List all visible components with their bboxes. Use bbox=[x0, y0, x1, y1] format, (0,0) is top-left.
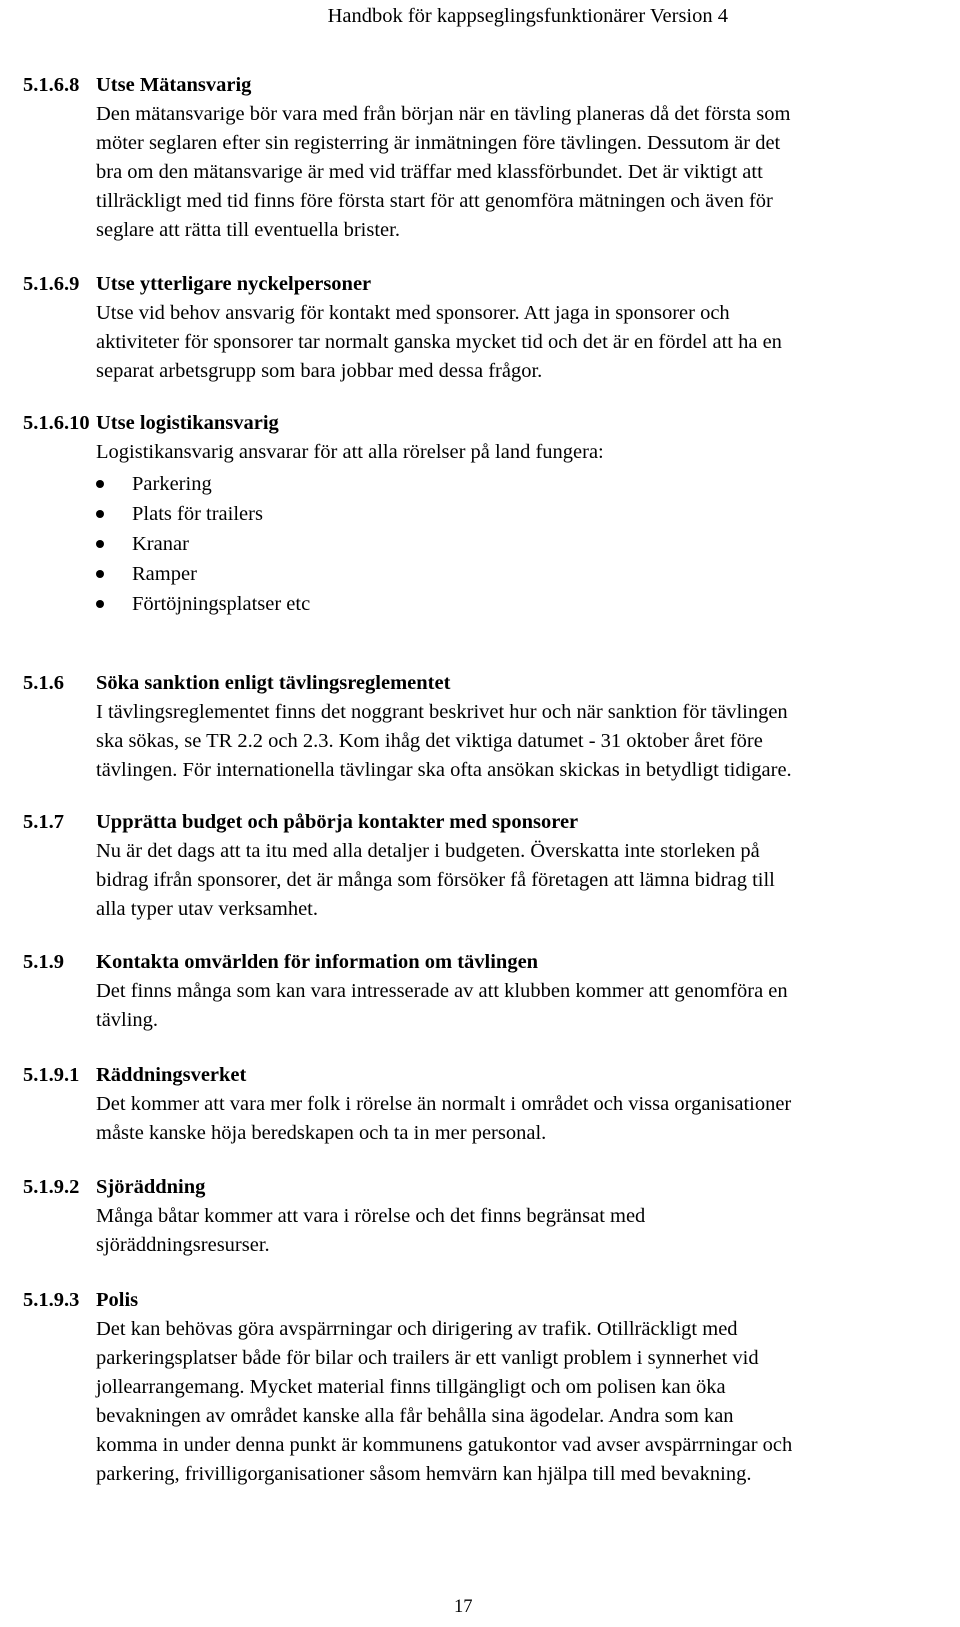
section-body bbox=[96, 438, 958, 467]
body-line: bevakningen av området kanske alla får behålla sina ägodelar. Andra som kan bbox=[96, 1405, 734, 1427]
section-number: 5.1.6.10 bbox=[23, 412, 90, 434]
section-body bbox=[96, 837, 958, 924]
body-line: tillräckligt med tid finns före första start för att genomföra mätningen och även för bbox=[96, 190, 773, 212]
body-line: möter seglaren efter sin registerring är inmätningen före tävlingen. Dessutom är det bbox=[96, 132, 781, 154]
body-line: aktiviteter för sponsorer tar normalt ganska mycket tid och det är en fördel att ha en bbox=[96, 331, 782, 353]
section-5-1-6-10 bbox=[23, 409, 958, 619]
section-title: Polis bbox=[96, 1289, 139, 1311]
body-line: alla typer utav verksamhet. bbox=[96, 898, 318, 920]
bullet-icon bbox=[96, 600, 104, 608]
body-line: ska sökas, se TR 2.2 och 2.3. Kom ihåg det viktiga datumet - 31 oktober året före bbox=[96, 730, 763, 752]
section-5-1-7 bbox=[23, 808, 958, 924]
body-line: Nu är det dags att ta itu med alla detaljer i budgeten. Överskatta inte storleken på bbox=[96, 840, 760, 862]
list-item bbox=[96, 589, 958, 619]
section-title: Utse Mätansvarig bbox=[96, 74, 252, 96]
list-item-label: Parkering bbox=[132, 473, 212, 495]
list-item-label: Förtöjningsplatser etc bbox=[132, 593, 311, 615]
section-heading bbox=[23, 669, 958, 698]
body-line: sjöräddningsresurser. bbox=[96, 1234, 270, 1256]
section-heading bbox=[23, 409, 958, 438]
list-item bbox=[96, 469, 958, 499]
body-line: Logistikansvarig ansvarar för att alla rörelser på land fungera: bbox=[96, 441, 604, 463]
section-title: Utse ytterligare nyckelpersoner bbox=[96, 273, 372, 295]
section-heading bbox=[23, 948, 958, 977]
section-body bbox=[96, 299, 958, 386]
section-heading bbox=[23, 71, 958, 100]
section-body bbox=[96, 1090, 958, 1148]
section-heading bbox=[23, 1173, 958, 1202]
section-heading bbox=[23, 1286, 958, 1315]
section-number: 5.1.6.9 bbox=[23, 273, 80, 295]
section-title: Räddningsverket bbox=[96, 1064, 247, 1086]
body-line: måste kanske höja beredskapen och ta in mer personal. bbox=[96, 1122, 547, 1144]
section-title: Söka sanktion enligt tävlingsreglementet bbox=[96, 672, 451, 694]
list-item-label: Ramper bbox=[132, 563, 197, 585]
section-5-1-9-1 bbox=[23, 1061, 958, 1148]
section-title: Sjöräddning bbox=[96, 1176, 206, 1198]
section-body bbox=[96, 698, 958, 785]
body-line: komma in under denna punkt är kommunens gatukontor vad avser avspärrningar och bbox=[96, 1434, 793, 1456]
section-title: Utse logistikansvarig bbox=[96, 412, 279, 434]
body-line: separat arbetsgrupp som bara jobbar med dessa frågor. bbox=[96, 360, 543, 382]
section-number: 5.1.9.3 bbox=[23, 1289, 80, 1311]
section-title: Kontakta omvärlden för information om tävlingen bbox=[96, 951, 539, 973]
section-body bbox=[96, 1202, 958, 1260]
body-line: bidrag ifrån sponsorer, det är många som försöker få företagen att lämna bidrag till bbox=[96, 869, 775, 891]
bullet-icon bbox=[96, 570, 104, 578]
section-body bbox=[96, 100, 958, 245]
section-body bbox=[96, 1315, 958, 1489]
bullet-icon bbox=[96, 480, 104, 488]
list-item bbox=[96, 529, 958, 559]
section-5-1-6-8 bbox=[23, 71, 958, 245]
list-item bbox=[96, 499, 958, 529]
body-line: Den mätansvarige bör vara med från början när en tävling planeras då det första som bbox=[96, 103, 791, 125]
section-heading bbox=[23, 808, 958, 837]
section-5-1-9-2 bbox=[23, 1173, 958, 1260]
section-heading bbox=[23, 270, 958, 299]
body-line: Många båtar kommer att vara i rörelse och det finns begränsat med bbox=[96, 1205, 646, 1227]
list-item bbox=[96, 559, 958, 589]
body-line: bra om den mätansvarige är med vid träffar med klassförbundet. Det är viktigt att bbox=[96, 161, 763, 183]
bullet-list bbox=[96, 469, 958, 619]
section-number: 5.1.9.2 bbox=[23, 1176, 80, 1198]
section-number: 5.1.6 bbox=[23, 672, 64, 694]
section-title: Upprätta budget och påbörja kontakter med sponsorer bbox=[96, 811, 579, 833]
section-5-1-6 bbox=[23, 669, 958, 785]
section-number: 5.1.6.8 bbox=[23, 74, 80, 96]
body-line: I tävlingsreglementet finns det noggrant beskrivet hur och när sanktion för tävlingen bbox=[96, 701, 788, 723]
body-line: tävlingen. För internationella tävlingar ska ofta ansökan skickas in betydligt tidigare. bbox=[96, 759, 792, 781]
section-number: 5.1.9 bbox=[23, 951, 64, 973]
section-5-1-6-9 bbox=[23, 270, 958, 386]
section-5-1-9 bbox=[23, 948, 958, 1035]
body-line: Utse vid behov ansvarig för kontakt med sponsorer. Att jaga in sponsorer och bbox=[96, 302, 730, 324]
body-line: parkeringsplatser både för bilar och trailers är ett vanligt problem i synnerhet vid bbox=[96, 1347, 759, 1369]
body-line: parkering, frivilligorganisationer såsom hemvärn kan hjälpa till med bevakning. bbox=[96, 1463, 752, 1485]
section-number: 5.1.7 bbox=[23, 811, 64, 833]
section-number: 5.1.9.1 bbox=[23, 1064, 80, 1086]
section-heading bbox=[23, 1061, 958, 1090]
body-line: Det finns många som kan vara intresserade av att klubben kommer att genomföra en bbox=[96, 980, 788, 1002]
body-line: seglare att rätta till eventuella brister. bbox=[96, 219, 400, 241]
page-header: Handbok för kappseglingsfunktionärer Version 4 bbox=[327, 5, 728, 27]
body-line: Det kommer att vara mer folk i rörelse än normalt i området och vissa organisationer bbox=[96, 1093, 792, 1115]
list-item-label: Plats för trailers bbox=[132, 503, 263, 525]
body-line: Det kan behövas göra avspärrningar och dirigering av trafik. Otillräckligt med bbox=[96, 1318, 738, 1340]
bullet-icon bbox=[96, 510, 104, 518]
bullet-icon bbox=[96, 540, 104, 548]
list-item-label: Kranar bbox=[132, 533, 189, 555]
body-line: jollearrangemang. Mycket material finns tillgängligt och om polisen kan öka bbox=[96, 1376, 726, 1398]
section-5-1-9-3 bbox=[23, 1286, 958, 1489]
section-body bbox=[96, 977, 958, 1035]
body-line: tävling. bbox=[96, 1009, 159, 1031]
page-number: 17 bbox=[454, 1597, 473, 1617]
